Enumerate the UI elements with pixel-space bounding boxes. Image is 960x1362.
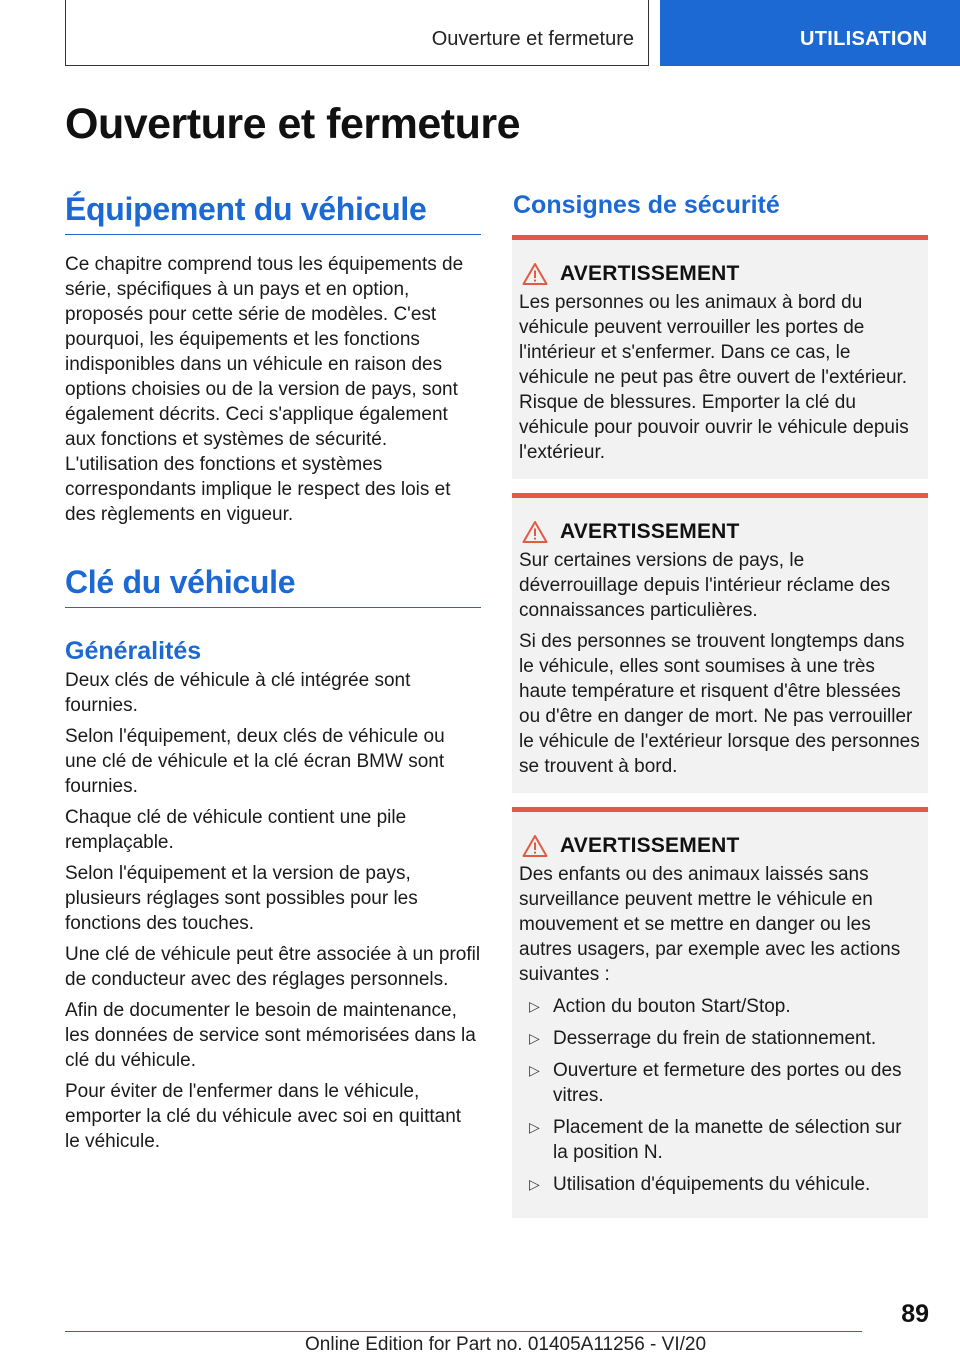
warning-box: [512, 807, 928, 1218]
list-item: [519, 1172, 920, 1197]
warning-text: Des enfants ou des animaux laissés sans surveillance peuvent mettre le véhicule en mouvement et se mettre en danger ou les autres usagers, par exemple avec les actions suivantes :: [519, 864, 901, 985]
general-paragraph: Afin de documenter le besoin de maintenance, les données de service sont mémorisées dans la clé du véhicule.: [65, 1000, 476, 1071]
list-item: [519, 994, 920, 1019]
warning-text: Sur certaines versions de pays, le déverrouillage depuis l'intérieur réclame des connaissances particulières.: [519, 550, 891, 621]
warning-header: [519, 262, 920, 286]
warning-text: Les personnes ou les animaux à bord du véhicule peuvent verrouiller les portes de l'intérieur et s'enfermer. Dans ce cas, le véhicule ne peut pas être ouvert de l'extérieur. Risque de blessures. Emporter la clé du véhicule pour pouvoir ouvrir le véhicule depuis l'extérieur.: [519, 292, 909, 463]
list-item: [519, 1026, 920, 1051]
list-item-text: Utilisation d'équipements du véhicule.: [553, 1174, 871, 1195]
footer-edition-text: Online Edition for Part no. 01405A11256 - VI/20: [305, 1334, 707, 1355]
general-paragraph: Selon l'équipement et la version de pays, plusieurs réglages sont possibles pour les fonctions des touches.: [65, 863, 418, 934]
general-paragraph: Deux clés de véhicule à clé intégrée sont fournies.: [65, 670, 411, 716]
header-section-box: [65, 0, 649, 66]
header-chapter-label: UTILISATION: [800, 28, 928, 50]
warning-box: [512, 493, 928, 793]
header-section-title: Ouverture et fermeture: [431, 28, 634, 50]
triangle-right-icon: ▷: [529, 1030, 540, 1046]
triangle-right-icon: ▷: [529, 1176, 540, 1192]
list-item-text: Action du bouton Start/Stop.: [553, 996, 791, 1017]
action-list: [519, 994, 920, 1197]
general-paragraph: Chaque clé de véhicule contient une pile remplaçable.: [65, 807, 407, 853]
right-column: [512, 190, 928, 1218]
equipment-heading: Équipement du véhicule: [65, 190, 481, 235]
warning-title: AVERTISSEMENT: [560, 834, 740, 857]
footer-divider: [65, 1331, 862, 1332]
warning-title: AVERTISSEMENT: [560, 262, 740, 285]
warning-header: [519, 834, 920, 858]
triangle-right-icon: ▷: [529, 1119, 540, 1135]
warning-triangle-icon: [522, 520, 548, 544]
list-item-text: Desserrage du frein de stationnement.: [553, 1028, 877, 1049]
warning-title: AVERTISSEMENT: [560, 520, 740, 543]
left-column: [65, 190, 481, 1154]
general-heading: Généralités: [65, 637, 202, 665]
header-chapter-tab[interactable]: [660, 0, 960, 66]
warning-triangle-icon: [522, 834, 548, 858]
warning-text: Si des personnes se trouvent longtemps dans le véhicule, elles sont soumises à une très haute température et risquent d'être blessées ou d'être en danger de mort. Ne pas verrouiller le véhicule de l'extérieur lorsque des personnes se trouvent à bord.: [519, 631, 920, 777]
list-item-text: Ouverture et fermeture des portes ou des vitres.: [553, 1060, 902, 1106]
warning-header: [519, 520, 920, 544]
triangle-right-icon: ▷: [529, 998, 540, 1014]
general-paragraph: Selon l'équipement, deux clés de véhicule ou une clé de véhicule et la clé écran BMW sont fournies.: [65, 726, 445, 797]
equipment-text: Ce chapitre comprend tous les équipements de série, spécifiques à un pays et en option, proposés pour cette série de modèles. C'est pourquoi, les équipements et les fonctions indisponibles dans un véhicule en raison des options choisies ou de la version de pays, sont également décrits. Ceci s'applique également aux fonctions et systèmes de sécurité. L'utilisation des fonctions et systèmes correspondants implique le respect des lois et des règlements en vigueur.: [65, 254, 464, 525]
page-title: Ouverture et fermeture: [65, 100, 520, 148]
warning-box: [512, 235, 928, 479]
list-item: [519, 1115, 920, 1165]
list-item-text: Placement de la manette de sélection sur la position N.: [553, 1117, 902, 1163]
page-number: 89: [901, 1300, 929, 1328]
vehicle-key-heading: Clé du véhicule: [65, 563, 481, 608]
warning-triangle-icon: [522, 262, 548, 286]
list-item: [519, 1058, 920, 1108]
triangle-right-icon: ▷: [529, 1062, 540, 1078]
general-paragraph: Pour éviter de l'enfermer dans le véhicule, emporter la clé du véhicule avec soi en quittant le véhicule.: [65, 1081, 462, 1152]
general-paragraph: Une clé de véhicule peut être associée à un profil de conducteur avec des réglages personnels.: [65, 944, 481, 990]
safety-heading: Consignes de sécurité: [513, 191, 780, 219]
